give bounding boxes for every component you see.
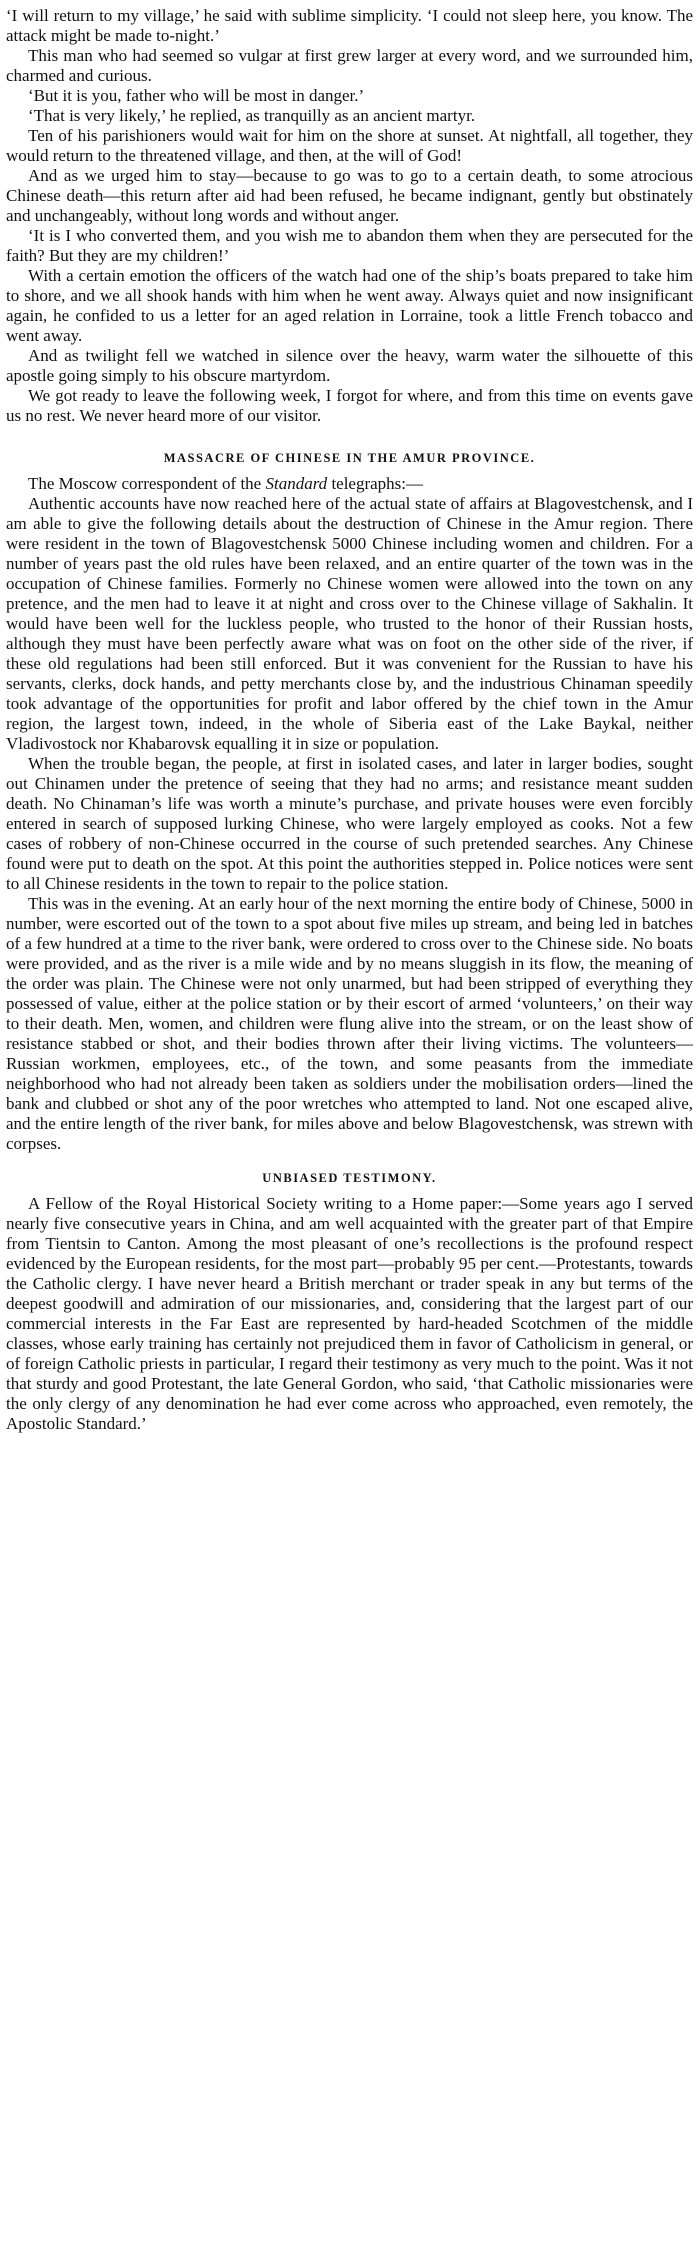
- testimony-article-section: [6, 1168, 693, 1434]
- story-paragraph-6: And as we urged him to stay—because to go was to go to a certain death, to some atrocious Chinese death—this return after aid had been refused, he became indignant, gently but obstinately and unchangeably, without long words and without anger.: [6, 166, 693, 225]
- massacre-article-section: [6, 448, 693, 1154]
- massacre-intro: [6, 474, 693, 494]
- massacre-heading: MASSACRE OF CHINESE IN THE AMUR PROVINCE.: [163, 451, 536, 465]
- massacre-paragraph-1: Authentic accounts have now reached here of the actual state of affairs at Blagovestchensk, and I am able to give the following details about the destruction of Chinese in the Amur region. There were resident in the town of Blagovestchensk 5000 Chinese including women and children. For a number of years past the old rules have been relaxed, and an entire quarter of the town was in the occupation of Chinese families. Formerly no Chinese women were allowed into the town on any pretence, and the men had to leave it at night and cross over to the Chinese village of Sakhalin. It would have been well for the luckless people, who trusted to the honor of their Russian hosts, although they must have been perfectly aware what was on foot on the other side of the river, if these old regulations had been still enforced. But it was convenient for the Russian to have his servants, clerks, dock hands, and petty merchants close by, and the industrious Chinaman speedily took advantage of the opportunities for profit and labor offered by the chief town in the Amur region, the largest town, indeed, in the whole of Siberia east of the Lake Baykal, neither Vladivostock nor Khabarovsk equalling it in size or population.: [6, 494, 693, 753]
- massacre-intro-text: The Moscow correspondent of the: [28, 474, 266, 493]
- missionary-story-section: [6, 6, 693, 426]
- newspaper-name: Standard: [265, 474, 328, 493]
- story-paragraph-7: ‘It is I who converted them, and you wish me to abandon them when they are persecuted for the faith? But they are my children!’: [6, 226, 693, 265]
- story-paragraph-1: ‘I will return to my village,’ he said with sublime simplicity. ‘I could not sleep here, you know. The attack might be made to-night.’: [6, 6, 693, 45]
- massacre-paragraph-3: This was in the evening. At an early hour of the next morning the entire body of Chinese, 5000 in number, were escorted out of the town to a spot about five miles up stream, and being led in batches of a few hundred at a time to the river bank, were ordered to cross over to the Chinese side. No boats were provided, and as the river is a mile wide and by no means sluggish in its flow, the meaning of the order was plain. The Chinese were not only unarmed, but had been stripped of everything they possessed of value, either at the police station or by their escort of armed ‘volunteers,’ on their way to their death. Men, women, and children were flung alive into the stream, or on the least show of resistance stabbed or shot, and their bodies thrown after their living victims. The volunteers—Russian workmen, employees, etc., of the town, and some peasants from the immediate neighborhood who had not already been taken as soldiers under the mobilisation orders—lined the bank and clubbed or shot any of the poor wretches who attempted to land. Not one escaped alive, and the entire length of the river bank, for miles above and below Blagovestchensk, was strewn with corpses.: [6, 894, 693, 1153]
- story-paragraph-5: Ten of his parishioners would wait for him on the shore at sunset. At nightfall, all together, they would return to the threatened village, and then, at the will of God!: [6, 126, 693, 165]
- story-paragraph-8: With a certain emotion the officers of the watch had one of the ship’s boats prepared to take him to shore, and we all shook hands with him when he went away. Always quiet and now insignificant again, he confided to us a letter for an aged relation in Lorraine, took a little French tobacco and went away.: [6, 266, 693, 345]
- testimony-paragraph-1: A Fellow of the Royal Historical Society writing to a Home paper:—Some years ago I served nearly five consecutive years in China, and am well acquainted with the greater part of that Empire from Tientsin to Canton. Among the most pleasant of one’s recollections is the profound respect evidenced by the European residents, for the most part—probably 95 per cent.—Protestants, towards the Catholic clergy. I have never heard a British merchant or trader speak in any but terms of the deepest goodwill and admiration of our missionaries, and, considering that the largest part of our commercial interests in the Far East are represented by hard-headed Scotchmen of the middle classes, whose early training has certainly not prejudiced them in favor of Catholicism in general, or of foreign Catholic priests in particular, I regard their testimony as very much to the point. Was it not that sturdy and good Protestant, the late General Gordon, who said, ‘that Catholic missionaries were the only clergy of any denomination he had ever come across who approached, even remotely, the Apostolic Standard.’: [6, 1194, 693, 1433]
- story-paragraph-3: ‘But it is you, father who will be most in danger.’: [28, 86, 365, 105]
- massacre-intro-tail: telegraphs:—: [327, 474, 424, 493]
- massacre-paragraph-2: When the trouble began, the people, at first in isolated cases, and later in larger bodies, sought out Chinamen under the pretence of seeing that they had no arms; and resistance meant sudden death. No Chinaman’s life was worth a minute’s purchase, and private houses were even forcibly entered in search of supposed lurking Chinese, who were largely employed as cooks. Not a few cases of robbery of non-Chinese occurred in the course of such pretended searches. Any Chinese found were put to death on the spot. At this point the authorities stepped in. Police notices were sent to all Chinese residents in the town to repair to the police station.: [6, 754, 693, 893]
- story-paragraph-9: And as twilight fell we watched in silence over the heavy, warm water the silhouette of this apostle going simply to his obscure martyrdom.: [6, 346, 693, 385]
- story-paragraph-10: We got ready to leave the following week, I forgot for where, and from this time on events gave us no rest. We never heard more of our visitor.: [6, 386, 693, 425]
- story-paragraph-2: This man who had seemed so vulgar at first grew larger at every word, and we surrounded him, charmed and curious.: [6, 46, 693, 85]
- testimony-heading: UNBIASED TESTIMONY.: [262, 1171, 437, 1185]
- story-paragraph-4: ‘That is very likely,’ he replied, as tranquilly as an ancient martyr.: [28, 106, 476, 125]
